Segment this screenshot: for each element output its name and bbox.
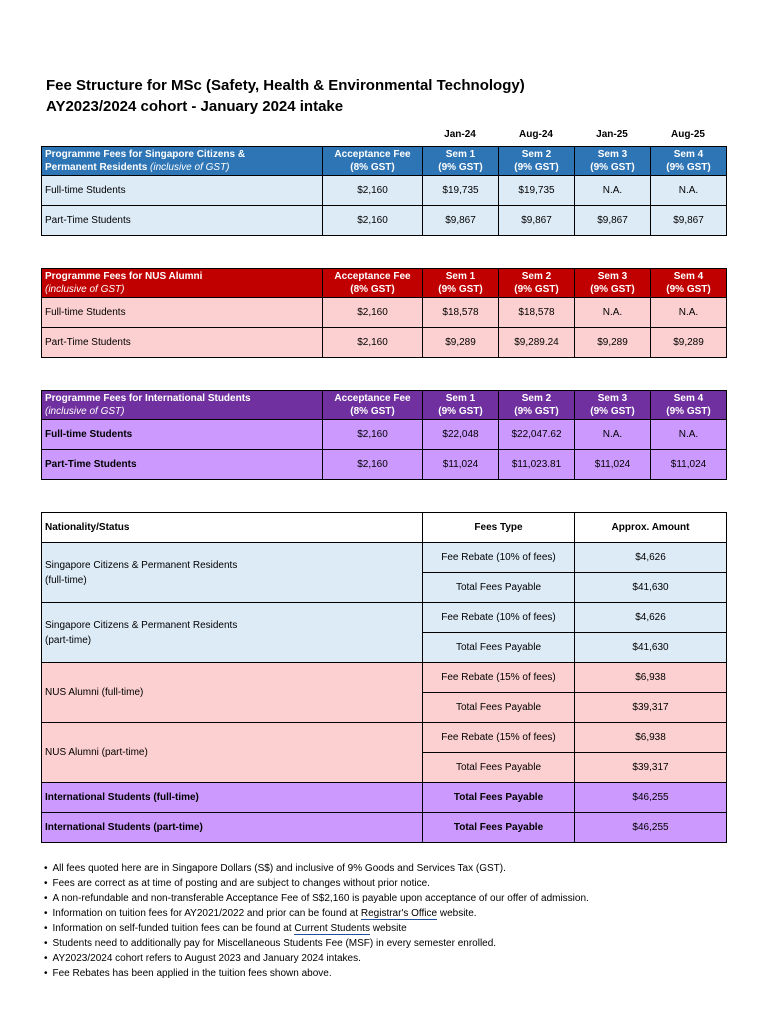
cell-value: $2,160 [323, 420, 423, 450]
cell-value: $2,160 [323, 206, 423, 236]
fees-type: Fee Rebate (10% of fees) [423, 543, 575, 573]
cell-value: $19,735 [423, 176, 499, 206]
cell-value: $9,867 [499, 206, 575, 236]
fees-type: Total Fees Payable [423, 813, 575, 843]
row-label: NUS Alumni (part-time) [42, 723, 423, 783]
cell-value: $19,735 [499, 176, 575, 206]
table-header-row [42, 147, 727, 176]
cell-value: N.A. [575, 298, 651, 328]
col-sem3: Sem 3 (9% GST) [575, 147, 651, 176]
registrars-office-link[interactable]: Registrar's Office [360, 908, 438, 919]
col-sem4: Sem 4 (9% GST) [651, 391, 727, 420]
semester-date-aug24: Aug-24 [519, 129, 553, 140]
amount: $4,626 [575, 603, 727, 633]
col-sem2: Sem 2 (9% GST) [499, 269, 575, 298]
cell-value: $9,867 [575, 206, 651, 236]
table-row [42, 176, 727, 206]
amount: $46,255 [575, 813, 727, 843]
cell-value: N.A. [651, 298, 727, 328]
cell-value: $11,023.81 [499, 450, 575, 480]
table-row [42, 206, 727, 236]
cell-value: $9,867 [651, 206, 727, 236]
table-row [42, 420, 727, 450]
fees-type: Total Fees Payable [423, 693, 575, 723]
col-sem1: Sem 1 (9% GST) [423, 147, 499, 176]
fee-table-international [41, 390, 727, 480]
fees-type: Fee Rebate (10% of fees) [423, 603, 575, 633]
note-item: • A non-refundable and non-transferable Acceptance Fee of S$2,160 is payable upon acceptance of our offer of admission. [44, 891, 589, 906]
row-label: Full-time Students [42, 176, 323, 206]
cell-value: $11,024 [575, 450, 651, 480]
col-sem4: Sem 4 (9% GST) [651, 269, 727, 298]
col-acceptance-fee: Acceptance Fee (8% GST) [323, 391, 423, 420]
table-title: Programme Fees for International Students (inclusive of GST) [42, 391, 323, 420]
cell-value: N.A. [575, 176, 651, 206]
notes-list [44, 861, 589, 981]
table-row [42, 783, 727, 813]
note-item: • All fees quoted here are in Singapore Dollars (S$) and inclusive of 9% Goods and Services Tax (GST). [44, 861, 589, 876]
cell-value: N.A. [651, 420, 727, 450]
row-label: International Students (part-time) [42, 813, 423, 843]
table-row [42, 723, 727, 753]
summary-header-row [42, 513, 727, 543]
title-line-1: Fee Structure for MSc (Safety, Health & Environmental Technology) [46, 77, 525, 94]
table-row [42, 328, 727, 358]
cell-value: $2,160 [323, 328, 423, 358]
cell-value: $2,160 [323, 298, 423, 328]
cell-value: N.A. [651, 176, 727, 206]
cell-value: $9,289 [651, 328, 727, 358]
cell-value: $2,160 [323, 176, 423, 206]
col-sem1: Sem 1 (9% GST) [423, 391, 499, 420]
table-header-row [42, 391, 727, 420]
semester-date-jan25: Jan-25 [596, 129, 628, 140]
note-item: • Fee Rebates has been applied in the tuition fees shown above. [44, 966, 589, 981]
row-label: Singapore Citizens & Permanent Residents (full-time) [42, 543, 423, 603]
amount: $41,630 [575, 573, 727, 603]
cell-value: $9,867 [423, 206, 499, 236]
amount: $39,317 [575, 753, 727, 783]
table-row [42, 663, 727, 693]
note-item: • Information on tuition fees for AY2021/2022 and prior can be found at Registrar's Office website. [44, 906, 589, 921]
semester-date-aug25: Aug-25 [671, 129, 705, 140]
fees-type: Fee Rebate (15% of fees) [423, 723, 575, 753]
fees-type: Fee Rebate (15% of fees) [423, 663, 575, 693]
row-label: Part-Time Students [42, 328, 323, 358]
fees-type: Total Fees Payable [423, 753, 575, 783]
col-acceptance-fee: Acceptance Fee (8% GST) [323, 147, 423, 176]
cell-value: N.A. [575, 420, 651, 450]
note-item: • Fees are correct as at time of posting and are subject to changes without prior notice. [44, 876, 589, 891]
amount: $46,255 [575, 783, 727, 813]
row-label: NUS Alumni (full-time) [42, 663, 423, 723]
cell-value: $9,289 [423, 328, 499, 358]
page-title [46, 75, 525, 117]
cell-value: $22,048 [423, 420, 499, 450]
cell-value: $11,024 [651, 450, 727, 480]
table-row [42, 543, 727, 573]
row-label: Singapore Citizens & Permanent Residents (part-time) [42, 603, 423, 663]
note-item: • Students need to additionally pay for Miscellaneous Students Fee (MSF) in every semester enrolled. [44, 936, 589, 951]
amount: $4,626 [575, 543, 727, 573]
col-sem4: Sem 4 (9% GST) [651, 147, 727, 176]
cell-value: $18,578 [499, 298, 575, 328]
cell-value: $2,160 [323, 450, 423, 480]
col-approx-amount: Approx. Amount [575, 513, 727, 543]
amount: $6,938 [575, 663, 727, 693]
cell-value: $18,578 [423, 298, 499, 328]
cell-value: $9,289.24 [499, 328, 575, 358]
amount: $39,317 [575, 693, 727, 723]
cell-value: $22,047.62 [499, 420, 575, 450]
amount: $41,630 [575, 633, 727, 663]
col-fees-type: Fees Type [423, 513, 575, 543]
table-title: Programme Fees for Singapore Citizens & Permanent Residents (inclusive of GST) [42, 147, 323, 176]
note-item: • AY2023/2024 cohort refers to August 2023 and January 2024 intakes. [44, 951, 589, 966]
fees-type: Total Fees Payable [423, 633, 575, 663]
col-sem3: Sem 3 (9% GST) [575, 269, 651, 298]
col-nationality-status: Nationality/Status [42, 513, 423, 543]
col-acceptance-fee: Acceptance Fee (8% GST) [323, 269, 423, 298]
row-label: Full-time Students [42, 420, 323, 450]
col-sem2: Sem 2 (9% GST) [499, 147, 575, 176]
amount: $6,938 [575, 723, 727, 753]
table-header-row [42, 269, 727, 298]
table-title: Programme Fees for NUS Alumni (inclusive of GST) [42, 269, 323, 298]
table-row [42, 603, 727, 633]
col-sem3: Sem 3 (9% GST) [575, 391, 651, 420]
semester-date-jan24: Jan-24 [444, 129, 476, 140]
note-item: • Information on self-funded tuition fees can be found at Current Students website [44, 921, 589, 936]
row-label: International Students (full-time) [42, 783, 423, 813]
table-row [42, 298, 727, 328]
cell-value: $11,024 [423, 450, 499, 480]
fee-table-nus-alumni [41, 268, 727, 358]
col-sem2: Sem 2 (9% GST) [499, 391, 575, 420]
row-label: Part-Time Students [42, 450, 323, 480]
cell-value: $9,289 [575, 328, 651, 358]
title-line-2: AY2023/2024 cohort - January 2024 intake [46, 98, 344, 115]
row-label: Full-time Students [42, 298, 323, 328]
table-row [42, 813, 727, 843]
table-row [42, 450, 727, 480]
fees-type: Total Fees Payable [423, 783, 575, 813]
row-label: Part-Time Students [42, 206, 323, 236]
fees-type: Total Fees Payable [423, 573, 575, 603]
fee-summary-table [41, 512, 727, 843]
current-students-link[interactable]: Current Students [294, 923, 370, 934]
fee-table-singapore-citizens [41, 146, 727, 236]
col-sem1: Sem 1 (9% GST) [423, 269, 499, 298]
